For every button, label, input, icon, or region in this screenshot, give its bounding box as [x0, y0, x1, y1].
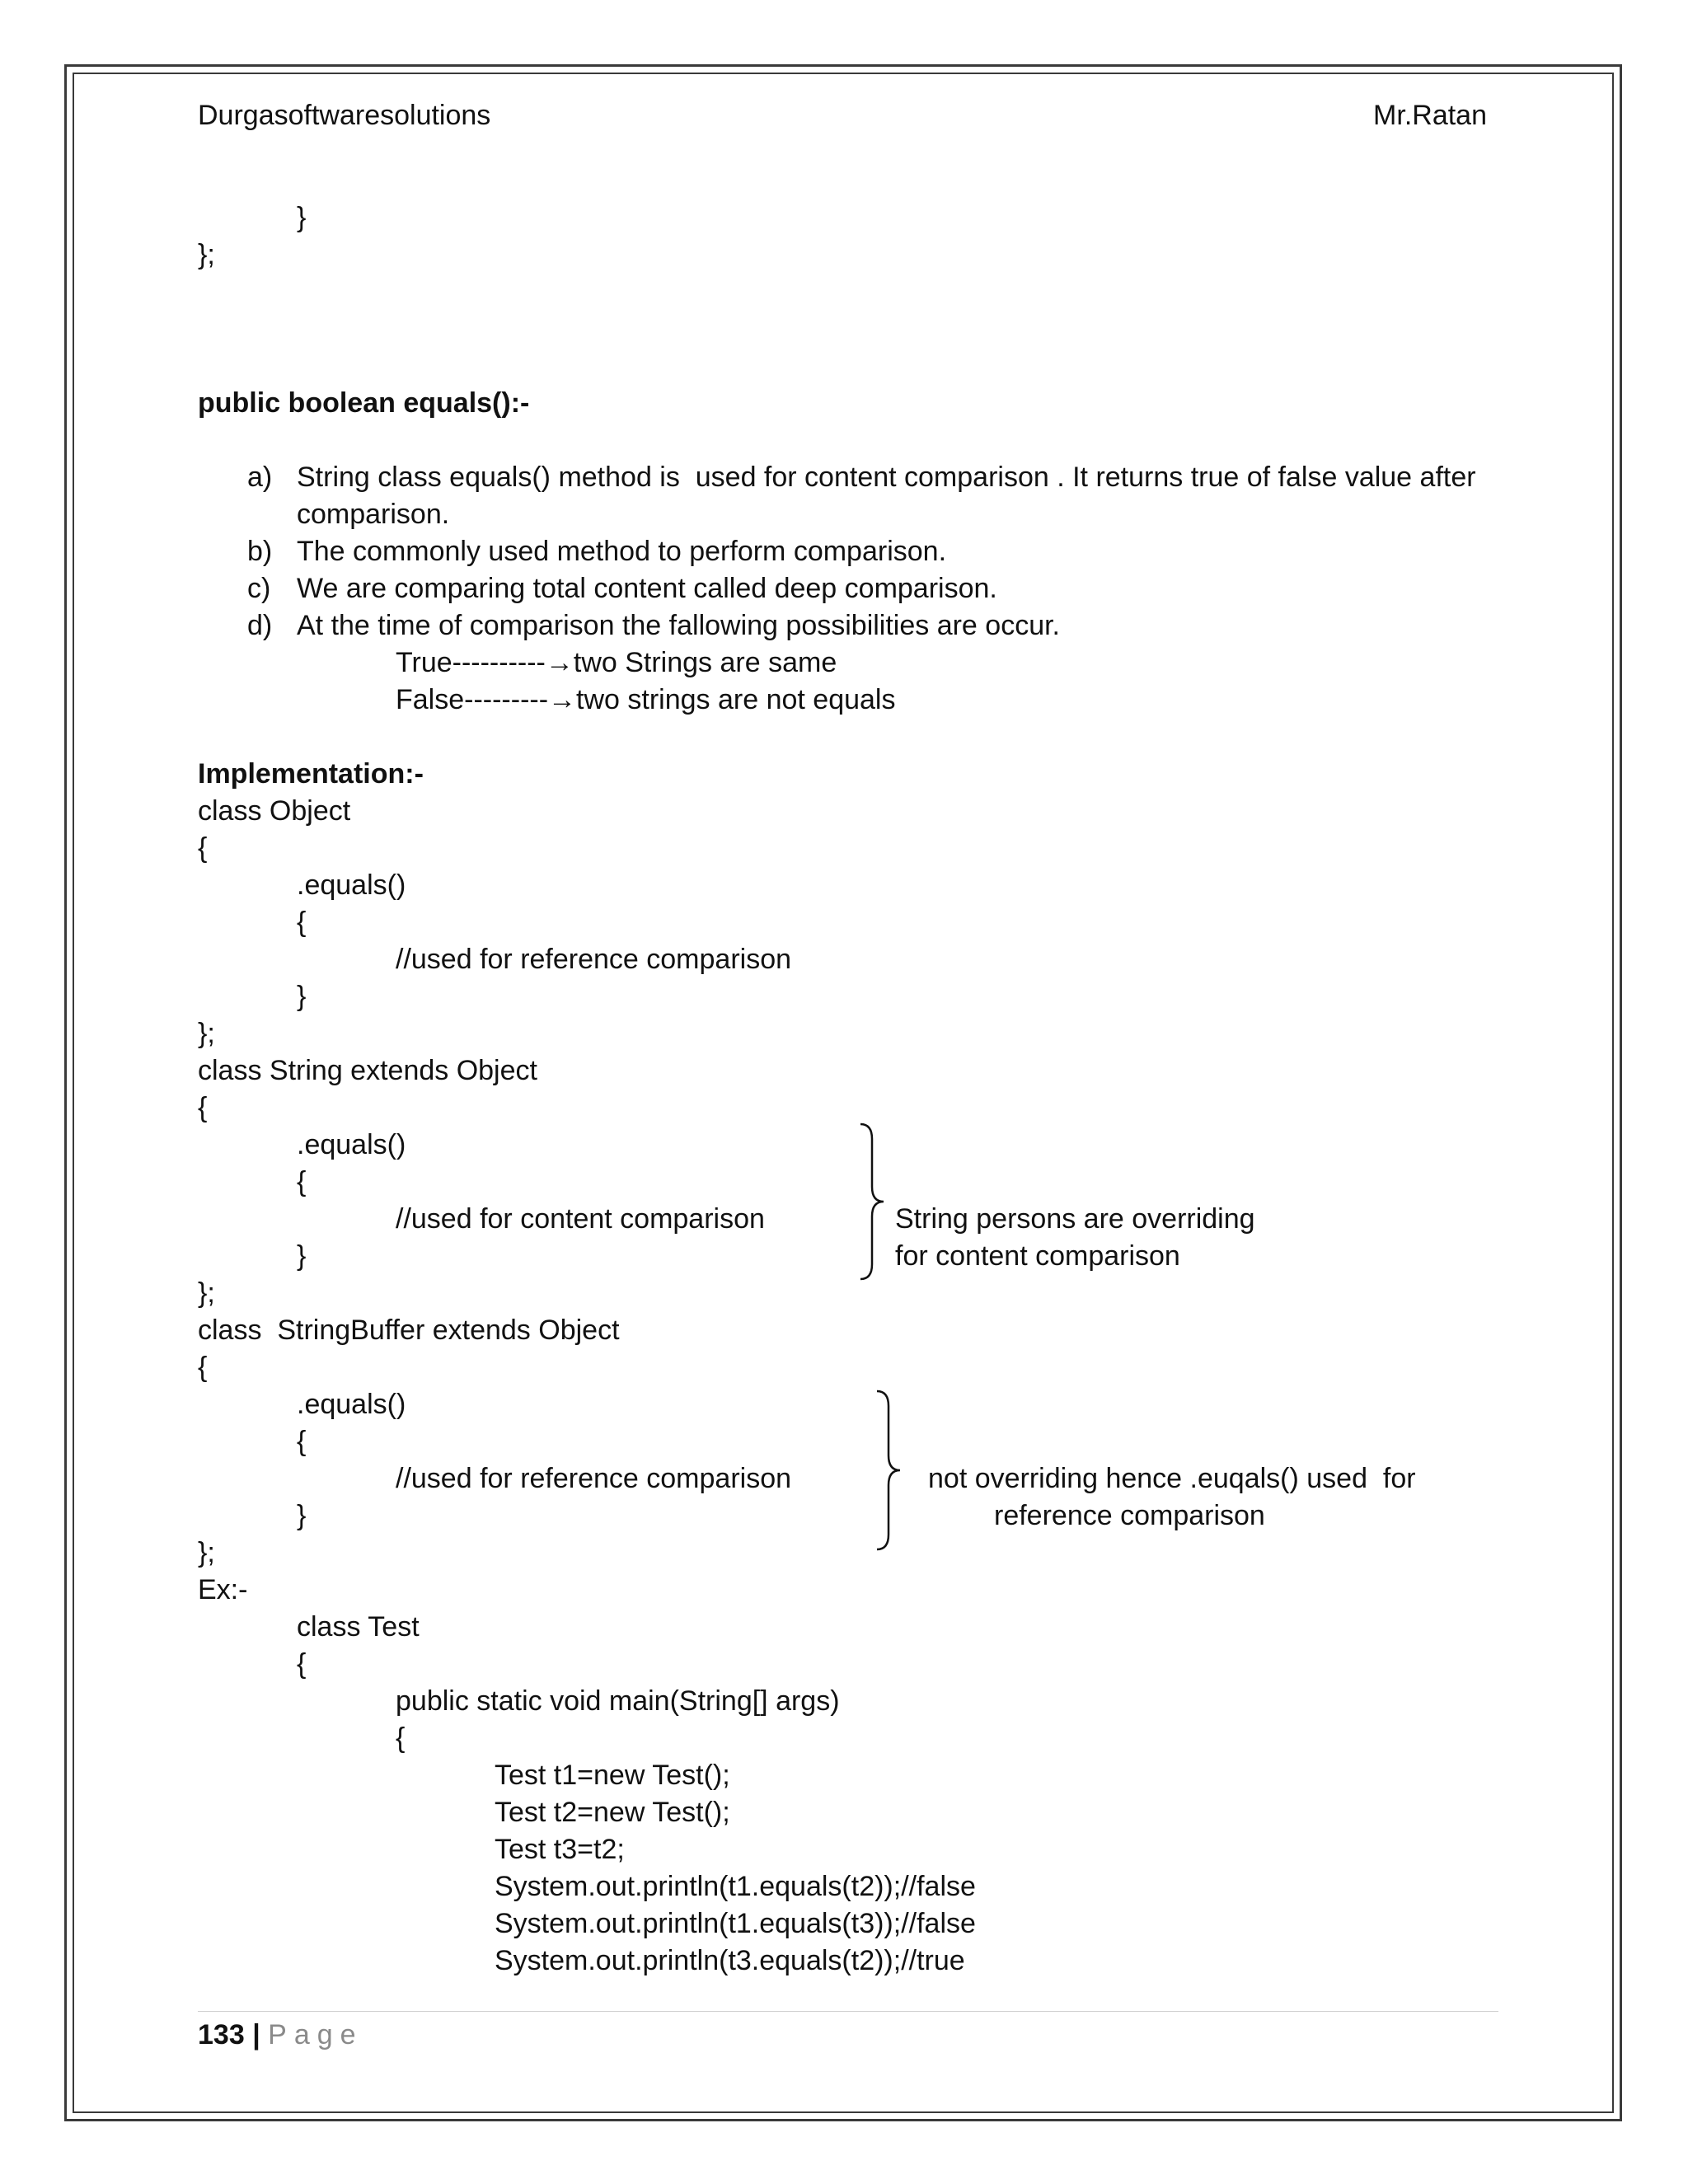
list-item-d: At the time of comparison the fallowing possibilities are occur. — [297, 610, 1061, 641]
object-class-open: { — [198, 832, 208, 864]
list-marker-b: b) — [247, 536, 273, 567]
stringbuffer-class-open: { — [198, 1352, 208, 1383]
footer-divider — [198, 2011, 1498, 2012]
list-marker-c: c) — [247, 573, 271, 604]
stringbuffer-method-close: } — [297, 1500, 307, 1531]
code-close-brace: } — [297, 202, 307, 233]
page-number: 133 — [198, 2019, 245, 2050]
stringbuffer-class-decl: class StringBuffer extends Object — [198, 1315, 620, 1346]
possibility-false — [396, 683, 895, 716]
section-title: public boolean equals():- — [198, 387, 530, 419]
list-item-b: The commonly used method to perform comparison. — [297, 536, 947, 567]
code-line: System.out.println(t3.equals(t2));//true — [495, 1945, 965, 1976]
test-class-decl: class Test — [297, 1611, 420, 1643]
header-author: Mr.Ratan — [1373, 100, 1487, 131]
code-line: Test t3=t2; — [495, 1834, 625, 1865]
code-line: System.out.println(t1.equals(t2));//false — [495, 1871, 976, 1902]
stringbuffer-class-close: }; — [198, 1537, 215, 1568]
code-line: Test t2=new Test(); — [495, 1797, 730, 1828]
stringbuffer-comment: //used for reference comparison — [396, 1463, 792, 1494]
stringbuffer-method-open: { — [297, 1426, 307, 1457]
object-class-decl: class Object — [198, 795, 351, 827]
possibility-true-text: two Strings are same — [573, 647, 837, 678]
list-item-c: We are comparing total content called deep comparison. — [297, 573, 997, 604]
header-company: Durgasoftwaresolutions — [198, 100, 491, 131]
list-item-a-line1: String class equals() method is used for content comparison . It returns true of false value after — [297, 462, 1476, 493]
right-arrow-icon: → — [548, 684, 577, 715]
object-comment: //used for reference comparison — [396, 944, 792, 975]
stringbuffer-equals-method: .equals() — [297, 1389, 406, 1420]
test-class-open: { — [297, 1648, 307, 1680]
possibility-true — [396, 646, 837, 679]
main-method-decl: public static void main(String[] args) — [396, 1685, 840, 1717]
string-class-close: }; — [198, 1277, 215, 1309]
example-label: Ex:- — [198, 1574, 248, 1605]
string-method-close: } — [297, 1240, 307, 1272]
page-footer — [198, 2018, 363, 2051]
right-brace-icon — [874, 1390, 907, 1551]
string-note-line1: String persons are overriding — [895, 1203, 1255, 1235]
stringbuffer-note-line2: reference comparison — [994, 1500, 1265, 1531]
list-marker-d: d) — [247, 610, 273, 641]
stringbuffer-note-line1: not overriding hence .euqals() used for — [928, 1463, 1416, 1494]
code-line: Test t1=new Test(); — [495, 1760, 730, 1791]
object-equals-method: .equals() — [297, 869, 406, 901]
main-method-open: { — [396, 1722, 406, 1754]
possibility-false-label: False--------- — [396, 684, 549, 715]
string-note-line2: for content comparison — [895, 1240, 1180, 1272]
object-class-close: }; — [198, 1018, 215, 1049]
implementation-title: Implementation:- — [198, 758, 424, 790]
code-line: System.out.println(t1.equals(t3));//false — [495, 1908, 976, 1939]
footer-separator: | — [252, 2019, 260, 2050]
list-item-a-line2: comparison. — [297, 499, 450, 530]
string-class-decl: class String extends Object — [198, 1055, 537, 1086]
list-marker-a: a) — [247, 462, 273, 493]
object-method-open: { — [297, 907, 307, 938]
possibility-true-label: True---------- — [396, 647, 546, 678]
possibility-false-text: two strings are not equals — [576, 684, 896, 715]
page-border-inner — [73, 73, 1614, 2113]
object-method-close: } — [297, 981, 307, 1012]
right-brace-icon — [857, 1122, 890, 1281]
string-class-open: { — [198, 1092, 208, 1123]
string-method-open: { — [297, 1166, 307, 1197]
string-equals-method: .equals() — [297, 1129, 406, 1160]
string-comment: //used for content comparison — [396, 1203, 765, 1235]
page-word: Page — [268, 2019, 363, 2050]
right-arrow-icon: → — [545, 647, 574, 678]
code-close-class: }; — [198, 239, 215, 270]
